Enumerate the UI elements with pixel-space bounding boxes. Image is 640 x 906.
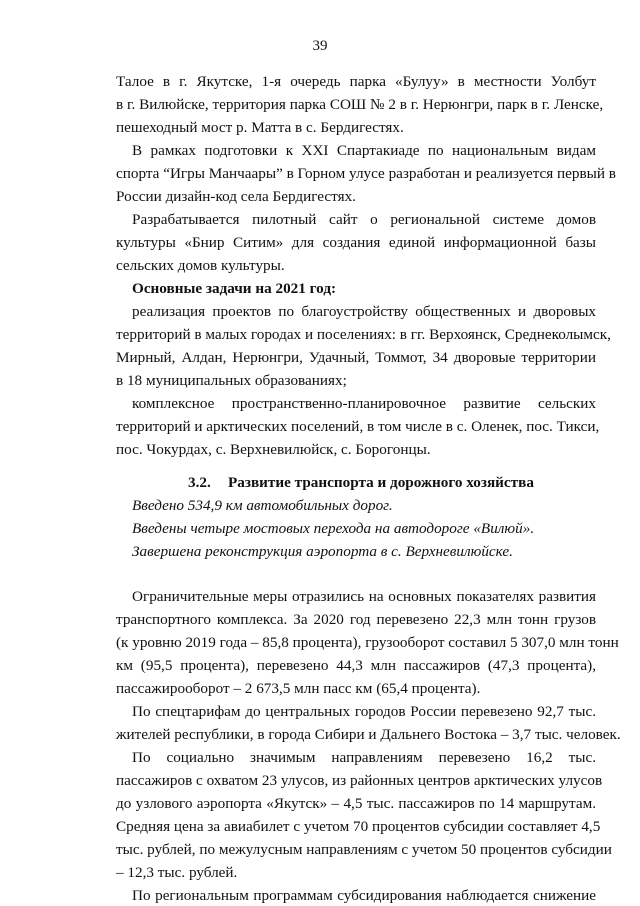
tasks-heading: Основные задачи на 2021 год:	[132, 280, 337, 297]
section-number: 3.2.	[188, 474, 211, 491]
text-line: жителей республики, в города Сибири и Дальнего Востока – 3,7 тыс. человек.	[116, 726, 621, 743]
section-heading	[188, 473, 588, 493]
text-line: территорий и арктических поселений, в том числе в с. Оленек, пос. Тикси,	[116, 418, 600, 435]
text-line: пассажирооборот – 2 673,5 млн пасс км (65,4 процента).	[116, 680, 481, 697]
text-line: до узлового аэропорта «Якутск» – 4,5 тыс. пассажиров по 14 маршрутам.	[116, 795, 596, 812]
text-line: км (95,5 процента), перевезено 44,3 млн пассажиров (47,3 процента),	[116, 657, 596, 674]
text-line: пешеходный мост р. Матта в с. Бердигестях.	[116, 119, 404, 136]
text-line: реализация проектов по благоустройству общественных и дворовых	[132, 303, 596, 320]
summary-line: Введено 534,9 км автомобильных дорог.	[132, 497, 393, 514]
text-line: Ограничительные меры отразились на основных показателях развития	[132, 588, 596, 605]
summary-line: Введены четыре мостовых перехода на автодороге «Вилюй».	[132, 520, 535, 537]
text-line: пассажиров с охватом 23 улусов, из районных центров арктических улусов	[116, 772, 603, 789]
text-line: сельских домов культуры.	[116, 257, 285, 274]
text-line: Талое в г. Якутске, 1-я очередь парка «Булуу» в местности Уолбут	[116, 73, 596, 90]
text-line: культуры «Бнир Ситим» для создания единой информационной базы	[116, 234, 596, 251]
text-line: Мирный, Алдан, Нерюнгри, Удачный, Томмот, 34 дворовые территории	[116, 349, 596, 366]
summary-line: Завершена реконструкция аэропорта в с. Верхневилюйске.	[132, 543, 513, 560]
section-title: Развитие транспорта и дорожного хозяйства	[228, 474, 534, 491]
text-line: Разрабатывается пилотный сайт о региональной системе домов	[132, 211, 596, 228]
text-line: территорий в малых городах и поселениях: в гг. Верхоянск, Среднеколымск,	[116, 326, 611, 343]
text-line: По спецтарифам до центральных городов России перевезено 92,7 тыс.	[132, 703, 596, 720]
text-line: Средняя цена за авиабилет с учетом 70 процентов субсидии составляет 4,5	[116, 818, 601, 835]
text-line: В рамках подготовки к XXI Спартакиаде по национальным видам	[132, 142, 596, 159]
text-line: (к уровню 2019 года – 85,8 процента), грузооборот составил 5 307,0 млн тонн	[116, 634, 619, 651]
text-line: По социально значимым направлениям перевезено 16,2 тыс.	[132, 749, 596, 766]
text-line: – 12,3 тыс. рублей.	[116, 864, 238, 881]
text-line: транспортного комплекса. За 2020 год перевезено 22,3 млн тонн грузов	[116, 611, 596, 628]
text-line: По региональным программам субсидирования наблюдается снижение	[132, 887, 596, 904]
text-line: тыс. рублей, по межулусным направлениям с учетом 50 процентов субсидии	[116, 841, 612, 858]
text-line: пос. Чокурдах, с. Верхневилюйск, с. Борогонцы.	[116, 441, 431, 458]
text-line: в г. Вилюйске, территория парка СОШ № 2 в г. Нерюнгри, парк в г. Ленске,	[116, 96, 604, 113]
page-number: 39	[312, 38, 328, 54]
text-line: комплексное пространственно-планировочное развитие сельских	[132, 395, 596, 412]
text-line: спорта “Игры Манчаары” в Горном улусе разработан и реализуется первый в	[116, 165, 616, 182]
text-line: в 18 муниципальных образованиях;	[116, 372, 347, 389]
text-line: России дизайн-код села Бердигестях.	[116, 188, 356, 205]
